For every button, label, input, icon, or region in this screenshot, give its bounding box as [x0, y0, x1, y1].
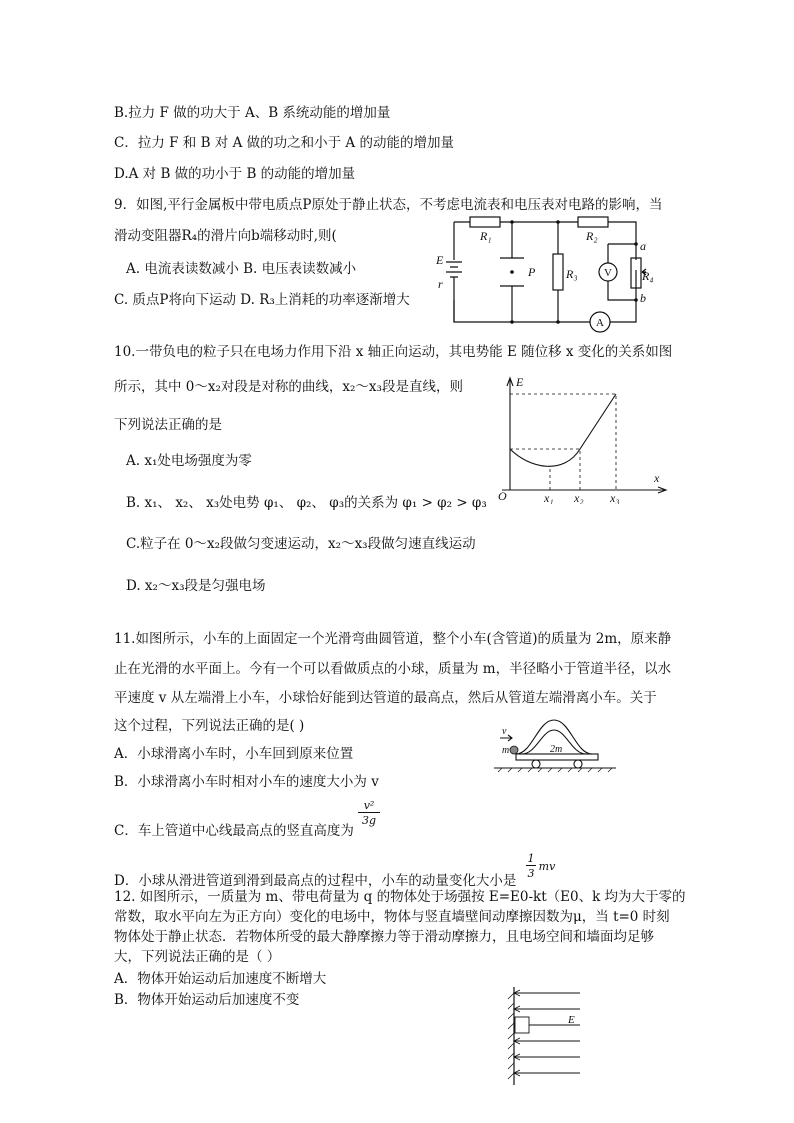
q11-c-denominator: 3g: [361, 814, 377, 827]
q11-option-a: A．小球滑离小车时，小车回到原来位置: [114, 746, 354, 762]
q8-option-b: B.拉力 F 做的功大于 A、B 系统动能的增加量: [114, 105, 391, 121]
q12-stem-line1: 12. 如图所示，一质量为 m、带电荷量为 q 的物体处于场强按 E=E0-kt（E0、k 均为大于零的: [114, 889, 686, 905]
q10-stem-line3: 下列说法正确的是: [114, 417, 222, 433]
q12-option-a: A．物体开始运动后加速度不断增大: [114, 971, 327, 987]
ammeter-label: A: [596, 317, 604, 329]
axis-e-label: E: [516, 375, 524, 389]
q9-stem-line2: 滑动变阻器R₄的滑片向b端移动时,则(: [114, 228, 337, 244]
internal-resistance-label: r: [438, 277, 443, 291]
velocity-label: v: [502, 726, 507, 737]
terminal-a-label: a: [640, 239, 646, 253]
q10-stem-line1: 10.一带负电的粒子只在电场力作用下沿 x 轴正向运动，其电势能 E 随位移 x 变化的关系如图: [114, 344, 673, 360]
r1-label: R₁: [480, 229, 492, 243]
emf-label: E: [436, 253, 444, 267]
axis-x-label: x: [654, 471, 660, 485]
origin-label: O: [498, 489, 507, 503]
q10-option-b: B. x₁、 x₂、 x₃处电势 φ₁、 φ₂、 φ₃的关系为 φ₁ > φ₂ > φ₃: [126, 495, 487, 511]
q10-option-c: C.粒子在 0～x₂段做匀变速运动，x₂～x₃段做匀速直线运动: [126, 536, 476, 552]
cart-tube-figure: [494, 710, 616, 776]
q11-option-d: D．小球从滑进管道到滑到最高点的过程中，小车的动量变化大小是: [114, 873, 517, 889]
q9-stem-line1: 9．如图,平行金属板中带电质点P原处于静止状态，不考虑电流表和电压表对电路的影响，当: [114, 197, 663, 213]
q8-option-c: C．拉力 F 和 B 对 A 做的功之和小于 A 的动能的增加量: [114, 135, 454, 151]
q11-stem-line4: 这个过程，下列说法正确的是( ): [114, 718, 305, 734]
q11-d-denominator: 3: [527, 867, 535, 880]
x3-tick-label: x₃: [610, 491, 620, 504]
q11-d-mv: mv: [538, 860, 556, 873]
x2-tick-label: x₂: [574, 491, 584, 504]
q11-stem-line3: 平速度 v 从左端滑上小车，小球恰好能到达管道的最高点，然后从管道左端滑离小车。关于: [114, 690, 657, 706]
ball-mass-label: m: [502, 745, 510, 756]
r2-label: R₂: [586, 229, 598, 243]
particle-p-label: P: [528, 265, 536, 279]
r4-label: R₄: [642, 269, 654, 283]
q11-d-numerator: 1: [527, 852, 535, 865]
field-e-label: E: [568, 1014, 575, 1026]
terminal-b-label: b: [640, 291, 646, 305]
q11-stem-line1: 11.如图所示，小车的上面固定一个光滑弯曲圆管道，整个小车(含管道)的质量为 2m，原来静: [114, 631, 672, 647]
cart-mass-label: 2m: [550, 744, 563, 755]
circuit-diagram: [430, 210, 680, 335]
r3-label: R₃: [566, 267, 578, 281]
q12-stem-line3: 物体处于静止状态．若物体所受的最大静摩擦力等于滑动摩擦力，且电场空间和墙面均足够: [114, 929, 654, 945]
q9-options-ab: A. 电流表读数减小 B. 电压表读数减小: [126, 261, 357, 277]
q10-option-a: A. x₁处电场强度为零: [126, 453, 252, 469]
q10-stem-line2: 所示，其中 0～x₂对段是对称的曲线，x₂～x₃段是直线，则: [114, 379, 463, 395]
q10-option-d: D. x₂～x₃段是匀强电场: [126, 578, 266, 594]
wall-field-figure: [504, 985, 584, 1089]
q8-option-d: D.A 对 B 做的功小于 B 的动能的增加量: [114, 166, 356, 182]
q12-stem-line2: 常数，取水平向左为正方向）变化的电场中，物体与竖直墙壁间动摩擦因数为μ，当 t=0 时刻: [114, 909, 670, 925]
voltmeter-label: V: [604, 267, 612, 279]
q11-c-numerator: v²: [358, 800, 380, 813]
q9-options-cd: C. 质点P将向下运动 D. R₃上消耗的功率逐渐增大: [114, 292, 410, 308]
q12-stem-line4: 大，下列说法正确的是（ ）: [114, 949, 281, 965]
q11-stem-line2: 止在光滑的水平面上。今有一个可以看做质点的小球，质量为 m，半径略小于管道半径，以水: [114, 661, 672, 677]
q12-option-b: B．物体开始运动后加速度不变: [114, 992, 300, 1008]
x1-tick-label: x₁: [544, 491, 554, 504]
q11-option-c: C．车上管道中心线最高点的竖直高度为: [114, 823, 354, 839]
q11-option-b: B．小球滑离小车时相对小车的速度大小为 v: [114, 774, 379, 790]
potential-energy-graph: [494, 372, 674, 504]
